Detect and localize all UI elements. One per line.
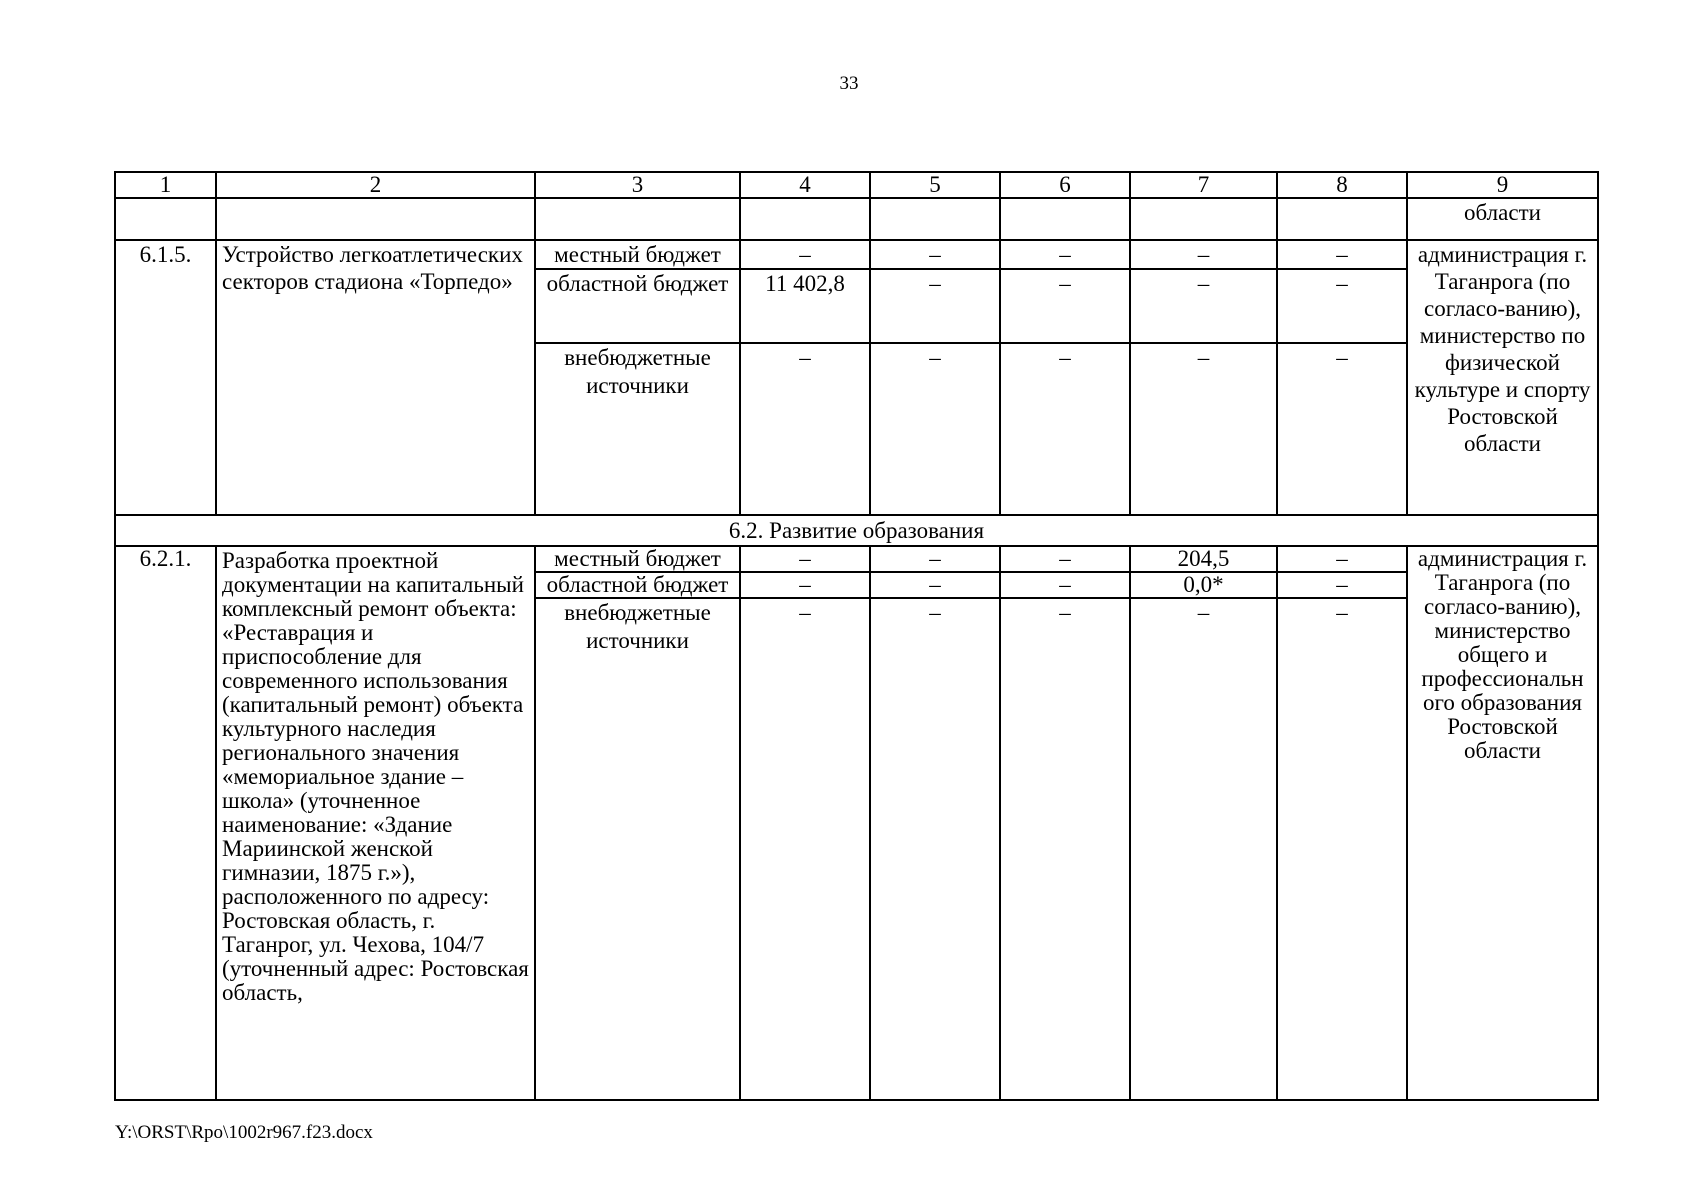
column-number: 4 xyxy=(740,172,870,198)
value-cell: – xyxy=(1277,240,1407,269)
program-table xyxy=(114,171,1599,1101)
column-number: 2 xyxy=(216,172,535,198)
empty-cell xyxy=(1000,198,1130,240)
value-cell: – xyxy=(1277,598,1407,1100)
executor-cell: администрация г. Таганрога (по согласо-ванию), министерство общего и профессиональн ого образования Ростовской области xyxy=(1407,546,1598,1100)
column-number: 8 xyxy=(1277,172,1407,198)
file-path-footer: Y:\ORST\Rpo\1002r967.f23.docx xyxy=(115,1122,373,1143)
funding-source: внебюджетные источники xyxy=(535,343,740,515)
value-cell: – xyxy=(1277,269,1407,343)
column-number: 6 xyxy=(1000,172,1130,198)
value-cell: – xyxy=(870,598,1000,1100)
value-cell: – xyxy=(1130,343,1277,515)
value-cell: – xyxy=(870,240,1000,269)
value-cell: – xyxy=(1000,546,1130,572)
empty-cell xyxy=(115,198,216,240)
value-cell: – xyxy=(1000,343,1130,515)
item-number: 6.2.1. xyxy=(115,546,216,1100)
section-row xyxy=(115,515,1598,546)
empty-cell xyxy=(535,198,740,240)
table-row xyxy=(115,240,1598,269)
item-name: Разработка проектной документации на капитальный комплексный ремонт объекта: «Реставрация и приспособление для современного использования (капитальный ремонт) объекта культурного наследия регионального значения «мемориальное здание – школа» (уточненное наименование: «Здание Мариинской женской гимназии, 1875 г.»), расположенного по адресу: Ростовская область, г. Таганрог, ул. Чехова, 104/7 (уточненный адрес: Ростовская область, xyxy=(216,546,535,1100)
value-cell: – xyxy=(870,546,1000,572)
value-cell: – xyxy=(740,343,870,515)
item-name: Устройство легкоатлетических секторов стадиона «Торпедо» xyxy=(216,240,535,515)
value-cell: – xyxy=(1000,598,1130,1100)
empty-cell xyxy=(870,198,1000,240)
funding-source: местный бюджет xyxy=(535,240,740,269)
funding-source: областной бюджет xyxy=(535,572,740,598)
empty-cell xyxy=(1130,198,1277,240)
value-cell: – xyxy=(1000,269,1130,343)
value-cell: – xyxy=(1277,343,1407,515)
value-cell: 11 402,8 xyxy=(740,269,870,343)
value-cell: – xyxy=(1130,269,1277,343)
value-cell: – xyxy=(1000,572,1130,598)
funding-source: областной бюджет xyxy=(535,269,740,343)
value-cell: – xyxy=(740,546,870,572)
value-cell: – xyxy=(1130,240,1277,269)
value-cell: – xyxy=(740,240,870,269)
value-cell: – xyxy=(1277,546,1407,572)
table-row xyxy=(115,546,1598,572)
funding-source: местный бюджет xyxy=(535,546,740,572)
item-number: 6.1.5. xyxy=(115,240,216,515)
value-cell: 204,5 xyxy=(1130,546,1277,572)
funding-source: внебюджетные источники xyxy=(535,598,740,1100)
value-cell: – xyxy=(870,572,1000,598)
column-number: 3 xyxy=(535,172,740,198)
column-number: 1 xyxy=(115,172,216,198)
value-cell: – xyxy=(740,572,870,598)
executor-cell: администрация г. Таганрога (по согласо-ванию), министерство по физической культуре и спорту Ростовской области xyxy=(1407,240,1598,515)
empty-cell xyxy=(740,198,870,240)
column-number-row xyxy=(115,172,1598,198)
value-cell: 0,0* xyxy=(1130,572,1277,598)
value-cell: – xyxy=(870,343,1000,515)
column-number: 7 xyxy=(1130,172,1277,198)
column-number: 9 xyxy=(1407,172,1598,198)
value-cell: – xyxy=(1000,240,1130,269)
value-cell: – xyxy=(740,598,870,1100)
executor-continuation: области xyxy=(1407,198,1598,240)
value-cell: – xyxy=(1130,598,1277,1100)
column-number: 5 xyxy=(870,172,1000,198)
page-number: 33 xyxy=(839,73,859,94)
value-cell: – xyxy=(870,269,1000,343)
continuation-row xyxy=(115,198,1598,240)
section-title: 6.2. Развитие образования xyxy=(115,515,1598,546)
empty-cell xyxy=(216,198,535,240)
empty-cell xyxy=(1277,198,1407,240)
value-cell: – xyxy=(1277,572,1407,598)
